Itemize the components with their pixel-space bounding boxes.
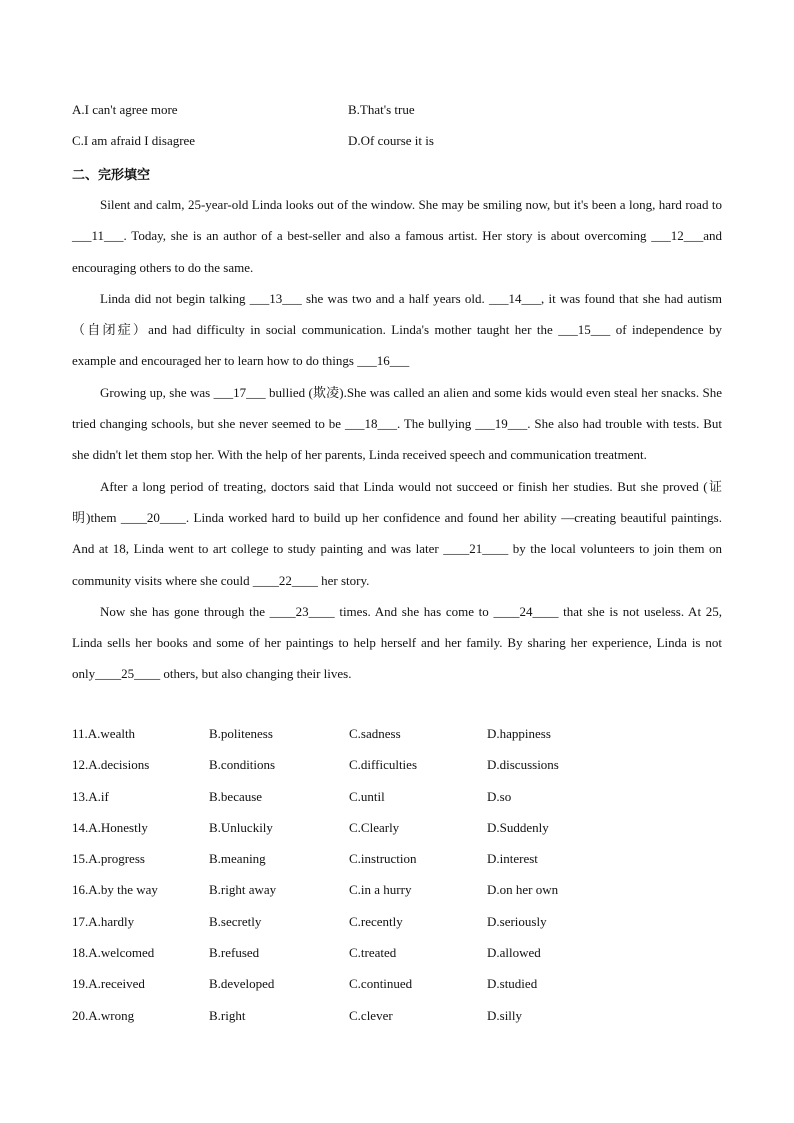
option-c: C.Clearly xyxy=(349,819,400,835)
option-a: 15.A.progress xyxy=(72,851,145,867)
question-row xyxy=(72,817,732,848)
section-heading: 二、完形填空 xyxy=(72,168,151,183)
option-a: 14.A.Honestly xyxy=(72,819,148,835)
option-c: C.in a hurry xyxy=(349,882,412,898)
option-b: B.developed xyxy=(209,976,275,992)
option-d: D.interest xyxy=(487,851,538,867)
option-a: 17.A.hardly xyxy=(72,913,135,929)
options-row xyxy=(72,132,732,163)
previous-question-options xyxy=(72,101,732,163)
option-b: B.right xyxy=(209,1007,246,1023)
option-b: B.right away xyxy=(209,882,277,898)
option-b: B.meaning xyxy=(209,851,266,867)
question-row xyxy=(72,754,732,785)
option-a: 19.A.received xyxy=(72,976,145,992)
option-c: C.recently xyxy=(349,913,403,929)
option-d: D.on her own xyxy=(487,882,559,898)
option-b: B.because xyxy=(209,788,263,804)
option-a: 12.A.decisions xyxy=(72,757,150,773)
option-c: C.treated xyxy=(349,945,397,961)
question-row xyxy=(72,942,732,973)
question-row xyxy=(72,973,732,1004)
option-d: D.allowed xyxy=(487,945,541,961)
option-d: D.happiness xyxy=(487,726,551,741)
option-d: D.so xyxy=(487,788,512,804)
option-d: D.studied xyxy=(487,976,538,992)
option-b: B.secretly xyxy=(209,913,262,929)
option-b: B.refused xyxy=(209,945,260,961)
option-c: C.sadness xyxy=(349,726,401,741)
passage-paragraph: Growing up, she was ___17___ bullied (欺凌).She was called an alien and some kids would even steal her snacks. She tried changing schools, but she never seemed to be ___18___. The bullying ___19___. She also had trouble with tests. But she didn't let them stop her. With the help of her parents, Linda received speech and communication treatment. xyxy=(72,384,722,463)
option-a: A.I can't agree more xyxy=(72,102,178,117)
option-c: C.continued xyxy=(349,976,413,992)
option-a: 16.A.by the way xyxy=(72,882,158,898)
option-c: C.instruction xyxy=(349,851,417,867)
question-row xyxy=(72,1005,732,1036)
question-row xyxy=(72,879,732,910)
option-d: D.silly xyxy=(487,1007,523,1023)
option-b: B.politeness xyxy=(209,726,273,741)
question-row xyxy=(72,848,732,879)
question-options-list xyxy=(72,723,732,1036)
passage-paragraph: Silent and calm, 25-year-old Linda looks out of the window. She may be smiling now, but it's been a long, hard road to ___11___. Today, she is an author of a best-seller and also a famous artist. Her story is about overcoming ___12___and encouraging others to do the same. xyxy=(72,197,722,275)
cloze-passage xyxy=(72,189,722,690)
option-b: B.That's true xyxy=(348,102,415,117)
question-row xyxy=(72,786,732,817)
option-b: B.Unluckily xyxy=(209,819,273,835)
option-a: 20.A.wrong xyxy=(72,1007,135,1023)
option-d: D.discussions xyxy=(487,757,559,773)
option-d: D.Of course it is xyxy=(348,133,434,148)
question-row xyxy=(72,723,732,754)
options-row xyxy=(72,101,732,132)
question-row xyxy=(72,911,732,942)
option-a: 13.A.if xyxy=(72,788,109,804)
passage-paragraph: Linda did not begin talking ___13___ she was two and a half years old. ___14___, it was found that she had autism（自闭症）and had difficulty in social communication. Linda's mother taught her the ___15___ of independence by example and encouraged her to learn how to do things ___16___ xyxy=(72,290,722,369)
option-c: C.until xyxy=(349,788,385,804)
passage-paragraph: Now she has gone through the ____23____ times. And she has come to ____24____ that she is not useless. At 25, Linda sells her books and some of her paintings to help herself and her family. By sharing her experience, Linda is not only____25____ others, but also changing their lives. xyxy=(72,603,722,682)
option-c: C.I am afraid I disagree xyxy=(72,133,196,148)
option-c: C.clever xyxy=(349,1007,393,1023)
option-d: D.Suddenly xyxy=(487,819,549,835)
option-c: C.difficulties xyxy=(349,757,418,773)
option-a: 11.A.wealth xyxy=(72,726,136,741)
option-a: 18.A.welcomed xyxy=(72,945,155,961)
passage-paragraph: After a long period of treating, doctors said that Linda would not succeed or finish her studies. But she proved (证明)them ____20____. Linda worked hard to build up her confidence and found her ability —creating beautiful paintings. And at 18, Linda went to art college to study painting and was later ____21____ by the local volunteers to join them on community visits where she could ____22____ her story. xyxy=(72,478,722,588)
option-d: D.seriously xyxy=(487,913,547,929)
option-b: B.conditions xyxy=(209,757,276,773)
